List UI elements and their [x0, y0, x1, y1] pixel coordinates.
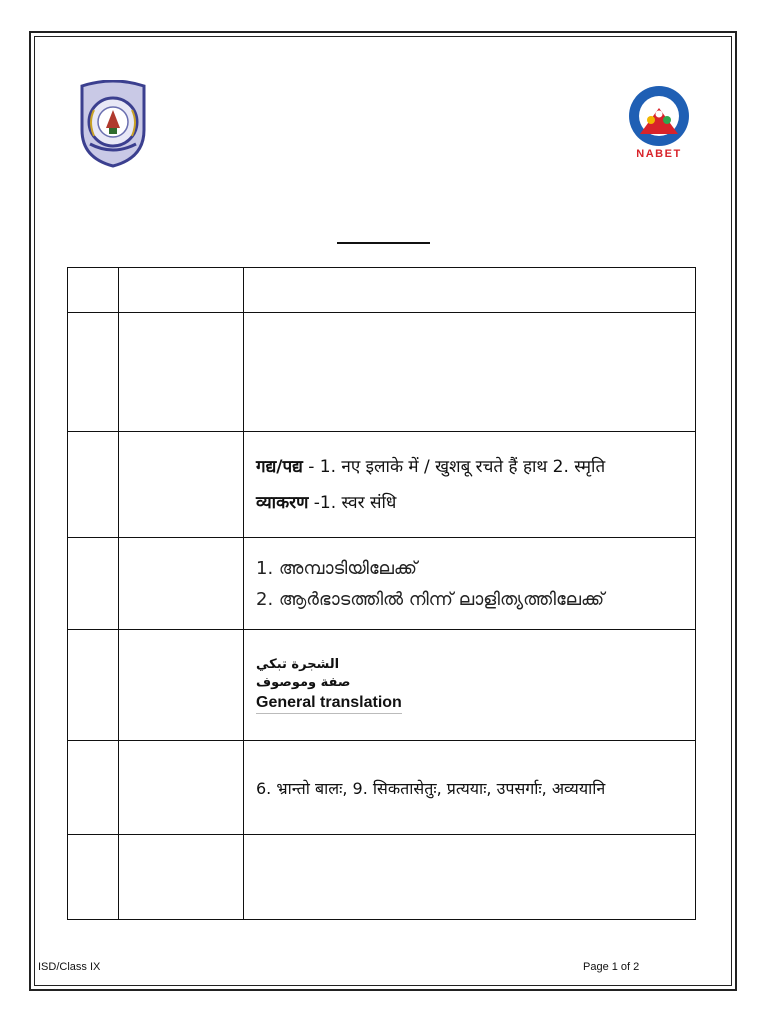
school-crest-icon	[76, 80, 150, 168]
table-cell	[244, 268, 696, 313]
table-row	[68, 432, 696, 538]
table-row	[68, 268, 696, 313]
table-cell	[68, 741, 119, 835]
table-cell	[244, 313, 696, 432]
table-row	[68, 835, 696, 920]
arabic-line-1: الشجرة تبكي	[256, 657, 340, 672]
hindi-text-1: - 1. नए इलाके में / खुशबू रचते हैं हाथ 2. स्मृति	[302, 456, 606, 477]
footer-class-label: ISD/Class IX	[38, 961, 101, 973]
hindi-syllabus-cell	[244, 432, 696, 538]
malayalam-line-1: 1. അമ്പാടിയിലേക്ക്	[256, 557, 417, 579]
hindi-label-vyakaran: व्याकरण	[256, 492, 309, 513]
table-cell	[119, 538, 244, 630]
table-cell	[68, 432, 119, 538]
arabic-syllabus-cell	[244, 630, 696, 741]
table-cell	[119, 835, 244, 920]
nabet-quality-school-governance-icon	[618, 82, 700, 162]
table-cell	[244, 835, 696, 920]
hindi-label-gadya-padya: गद्य/पद्य	[256, 456, 303, 477]
table-cell	[119, 432, 244, 538]
table-row	[68, 630, 696, 741]
table-row	[68, 741, 696, 835]
footer-page-number: Page 1 of 2	[583, 961, 640, 973]
arabic-line-2: صفة وموصوف	[256, 675, 351, 690]
syllabus-table	[67, 267, 696, 920]
title-underline	[337, 242, 430, 244]
table-row	[68, 538, 696, 630]
sanskrit-syllabus-cell	[244, 741, 696, 835]
sanskrit-line-1: 6. भ्रान्तो बालः, 9. सिकतासेतुः, प्रत्ययाः, उपसर्गाः, अव्ययानि	[256, 778, 606, 798]
table-cell	[68, 835, 119, 920]
hindi-text-2: -1. स्वर संधि	[308, 492, 397, 513]
table-row	[68, 313, 696, 432]
table-cell	[119, 268, 244, 313]
hindi-line-2	[256, 485, 695, 521]
table-cell	[119, 630, 244, 741]
malayalam-syllabus-cell	[244, 538, 696, 630]
malayalam-line-2: 2. ആർഭാടത്തിൽ നിന്ന് ലാളിത്യത്തിലേക്ക്	[256, 588, 605, 610]
table-cell	[119, 313, 244, 432]
arabic-line-3: General translation	[256, 694, 402, 714]
table-cell	[68, 630, 119, 741]
hindi-line-1	[256, 449, 695, 485]
table-cell	[68, 313, 119, 432]
table-cell	[68, 268, 119, 313]
table-cell	[119, 741, 244, 835]
table-cell	[68, 538, 119, 630]
nabet-label: NABET	[636, 148, 682, 160]
